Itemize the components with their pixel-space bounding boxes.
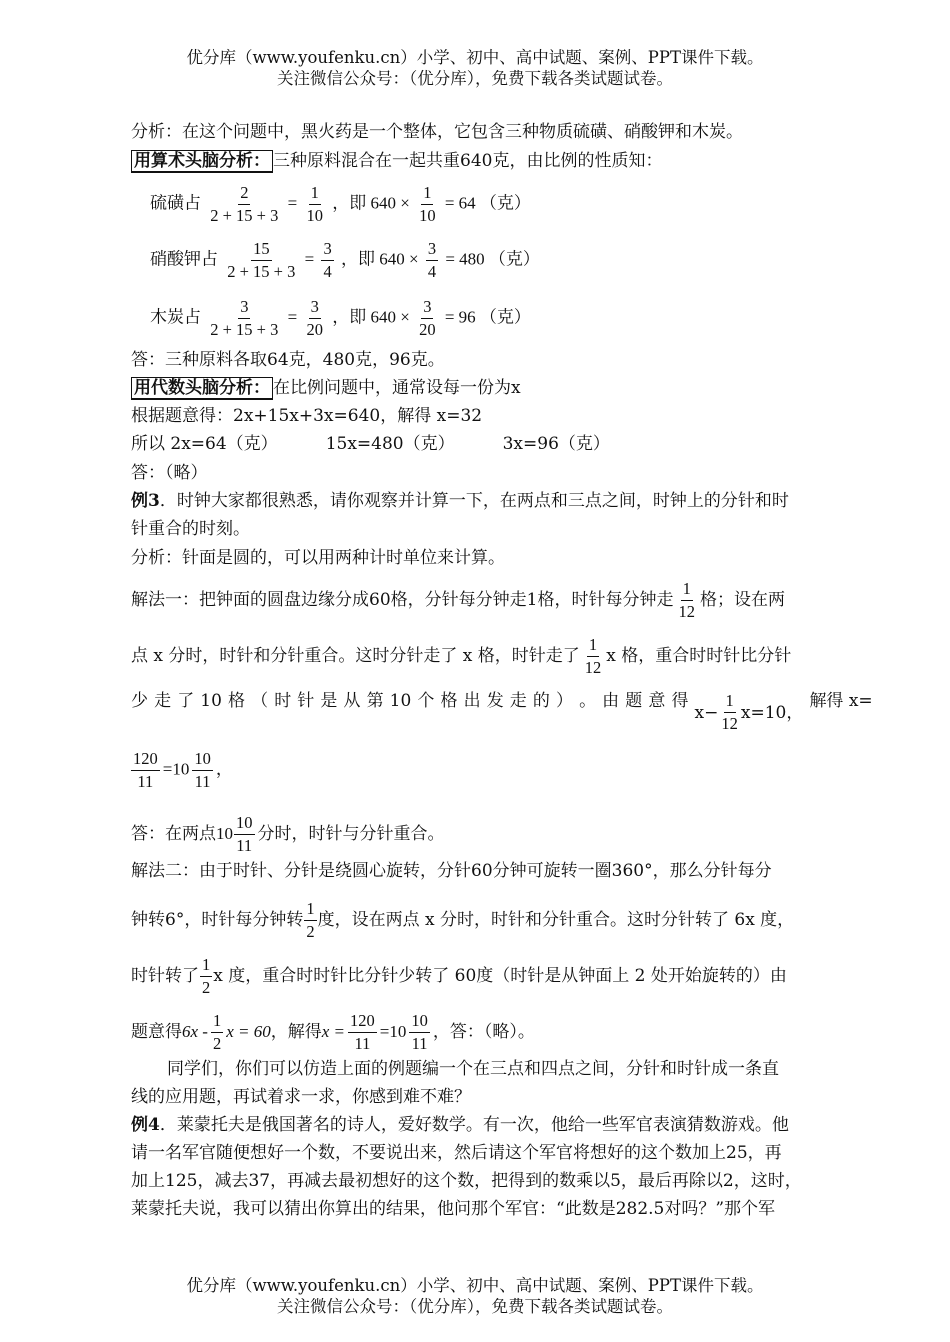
frac-num: 120: [348, 1010, 377, 1033]
solution-1-answer: [131, 812, 445, 857]
char: 个: [417, 691, 435, 711]
solution-2-line-3: [131, 954, 787, 999]
answer-1: 答：三种原料各取64克，480克，96克。: [131, 350, 445, 370]
exercise-paragraph-line-2: 线的应用题，再试着求一求，你感到难不难？: [131, 1087, 471, 1107]
sol1-text-b: x 格，重合时时针比分针: [606, 646, 792, 666]
ratio-product: ，即 640 ×: [332, 307, 410, 327]
frac-den: 2: [306, 922, 315, 941]
frac-num: 10: [234, 812, 255, 835]
sol1-text-b: 格；设在两: [699, 590, 785, 610]
fraction-one-twelfth: [719, 690, 740, 735]
sol2-eq-left: 6x -: [182, 1022, 208, 1041]
char: 针: [297, 691, 315, 711]
example-4-label: 例4: [131, 1115, 160, 1135]
char: 题: [625, 691, 643, 711]
char: 10: [200, 691, 222, 711]
frac-den: 2: [212, 1034, 222, 1053]
char: 出: [463, 691, 481, 711]
eq-sign: =: [287, 307, 298, 327]
ratio-row-nitre: [150, 238, 540, 283]
char: x−: [694, 702, 719, 723]
frac-num: 10: [409, 1010, 430, 1033]
ratio-row-name: 硝酸钾占: [150, 249, 218, 269]
fraction-half: [200, 954, 212, 999]
frac-den: 11: [194, 772, 211, 791]
example-4-text: ．莱蒙托夫是俄国著名的诗人，爱好数学。有一次，他给一些军官表演猜数游戏。他: [159, 1115, 789, 1135]
example-4-line-1: [131, 1114, 789, 1136]
example-4-line-2: 请一名军官随便想好一个数，不要说出来，然后请这个军官将想好的这个数加上25，再: [131, 1143, 782, 1163]
frac-den: 11: [137, 772, 154, 791]
sol2-x: x =: [321, 1022, 346, 1041]
frac-num: 1: [681, 578, 693, 601]
frac-num: 3: [321, 238, 333, 261]
alg-result-a: 所以 2x=64（克）: [131, 434, 278, 454]
char: 10: [389, 691, 412, 711]
frac-den: 4: [427, 262, 437, 281]
solution-2-line-2: [131, 898, 794, 943]
fraction-120-11: [131, 748, 160, 793]
char: 格: [440, 691, 458, 711]
char: 。: [579, 691, 597, 711]
ratio-result: = 96: [444, 307, 476, 327]
char: 时: [274, 691, 292, 711]
eq-ten: =10: [162, 759, 190, 779]
solution-1-line-4: [131, 748, 233, 793]
alg-result-c: 3x=96（克）: [502, 434, 610, 454]
char: 的: [532, 691, 550, 711]
char: 意: [648, 691, 666, 711]
frac-num: 120: [131, 748, 160, 771]
exercise-paragraph-line-1: 同学们，你们可以仿造上面的例题编一个在三点和四点之间，分针和时针成一条直: [167, 1059, 779, 1079]
solution-1-line-1: [131, 578, 785, 623]
alg-analysis-line: [131, 377, 521, 399]
answer-text-b: 分时，时针与分针重合。: [257, 824, 445, 844]
frac-num: 15: [251, 238, 272, 261]
ratio-unit: （克）: [479, 307, 531, 327]
ratio-row-sulfur: [150, 182, 531, 227]
example-3-line-1: [131, 490, 789, 512]
frac-den: 2 + 15 + 3: [227, 262, 296, 281]
fraction-half: [304, 898, 316, 943]
analysis-line: 分析：在这个问题中，黑火药是一个整体，它包含三种物质硫磺、硝酸钾和木炭。: [131, 122, 743, 142]
factor-fraction: [417, 182, 438, 227]
frac-den: 2 + 15 + 3: [210, 320, 279, 339]
char: （: [251, 691, 269, 711]
char: 走: [509, 691, 527, 711]
mixed-fraction: [409, 1010, 430, 1055]
ratio-product: ，即 640 ×: [340, 249, 419, 269]
fraction-one-twelfth: [583, 634, 604, 679]
frac-num: 1: [309, 182, 321, 205]
solution-2-line-1: 解法二：由于时针、分针是绕圆心旋转，分针60分钟可旋转一圈360°，那么分针每分: [131, 861, 772, 881]
frac-num: 10: [192, 748, 213, 771]
arith-analysis-line: [131, 150, 662, 172]
frac-num: 1: [421, 182, 433, 205]
ratio-fraction: [208, 296, 280, 341]
example-3-line-2: 针重合的时刻。: [131, 519, 250, 539]
arith-label: 用算术头脑分析：: [131, 150, 273, 173]
eq-sign: =: [287, 193, 298, 213]
frac-den: 20: [419, 320, 436, 339]
char: 发: [486, 691, 504, 711]
page-header: [0, 47, 950, 89]
ratio-unit: （克）: [488, 249, 540, 269]
footer-line-2: 关注微信公众号：（优分库），免费下载各类试题试卷。: [277, 1297, 673, 1316]
frac-den: 11: [236, 836, 253, 855]
sol2-text-b: ，解得: [270, 1022, 322, 1042]
sol2-text-a: 钟转6°，时针每分钟转: [131, 910, 304, 930]
sol1-eq-tail: x=10，: [740, 702, 804, 723]
sol1-text-a: 点 x 分时，时针和分针重合。这时分针走了 x 格，时针走了: [131, 646, 580, 666]
frac-den: 2 + 15 + 3: [210, 206, 279, 225]
ratio-result: = 64: [444, 193, 476, 213]
factor-fraction: [417, 296, 438, 341]
fraction-120-11: [348, 1010, 377, 1055]
answer-whole: 10: [216, 824, 233, 843]
alg-label: 用代数头脑分析：: [131, 377, 273, 400]
sol1-equation: [695, 690, 804, 735]
char: 是: [320, 691, 338, 711]
frac-den: 10: [419, 206, 436, 225]
frac-num: 3: [238, 296, 250, 319]
sol1-text-a: 解法一：把钟面的圆盘边缘分成60格，分针每分钟走1格，时针每分钟走: [131, 590, 674, 610]
frac-num: 1: [211, 1010, 223, 1033]
alg-result-b: 15x=480（克）: [325, 434, 455, 454]
sol2-eq-right: x = 60: [226, 1022, 271, 1041]
page-footer: [0, 1275, 950, 1317]
char: 格: [228, 691, 246, 711]
char: 得: [671, 691, 689, 711]
ratio-row-charcoal: [150, 296, 531, 341]
frac-num: 2: [238, 182, 250, 205]
frac-num: 1: [587, 634, 599, 657]
char: 从: [343, 691, 361, 711]
sol2-text-b: x 度，重合时时针比分针少转了 60度（时针是从钟面上 2 处开始旋转的）由: [213, 966, 787, 986]
frac-num: 1: [724, 690, 736, 713]
fraction-half: [211, 1010, 223, 1055]
frac-den: 12: [584, 658, 602, 677]
solution-1-line-3: [131, 690, 873, 735]
result-fraction: [304, 296, 325, 341]
result-fraction: [304, 182, 325, 227]
frac-den: 11: [411, 1034, 428, 1053]
footer-line-1: 优分库（www.youfenku.cn）小学、初中、高中试题、案例、PPT课件下载。: [186, 1276, 764, 1295]
char: 少: [131, 691, 148, 711]
sol2-text-c: ，答：（略）。: [432, 1022, 535, 1042]
eq-sign: =: [304, 249, 315, 269]
alg-line-2: 根据题意得：2x+15x+3x=640，解得 x=32: [131, 406, 483, 426]
ratio-row-name: 硫磺占: [150, 193, 201, 213]
alg-text: 在比例问题中，通常设每一份为x: [273, 378, 521, 398]
fraction-one-twelfth: [676, 578, 697, 623]
header-line-2: 关注微信公众号：（优分库），免费下载各类试题试卷。: [277, 69, 673, 88]
answer-2: 答：（略）: [131, 463, 208, 483]
ratio-fraction: [208, 182, 280, 227]
frac-den: 2: [202, 978, 211, 997]
char: 由: [602, 691, 620, 711]
example-3-text: ．时钟大家都很熟悉，请你观察并计算一下，在两点和三点之间，时钟上的分针和时: [159, 491, 789, 511]
frac-num: 1: [304, 898, 316, 921]
sol2-text-a: 时针转了: [131, 966, 199, 986]
example-3-label: 例3: [131, 491, 160, 511]
ratio-unit: （克）: [479, 193, 531, 213]
frac-den: 12: [678, 602, 695, 621]
example-3-analysis: 分析：针面是圆的，可以用两种计时单位来计算。: [131, 548, 505, 568]
sol2-text-b: 度，设在两点 x 分时，时针和分针重合。这时分针转了 6x 度，: [317, 910, 795, 930]
result-fraction: [321, 238, 333, 283]
frac-den: 12: [721, 714, 738, 733]
solution-1-line-2: [131, 634, 791, 679]
arith-text: 三种原料混合在一起共重640克，由比例的性质知：: [273, 151, 663, 171]
factor-fraction: [426, 238, 438, 283]
char: 走: [154, 691, 172, 711]
mixed-fraction: [192, 748, 213, 793]
frac-num: 1: [200, 954, 212, 977]
frac-num: 3: [421, 296, 433, 319]
ratio-row-name: 木炭占: [150, 307, 201, 327]
header-line-1: 优分库（www.youfenku.cn）小学、初中、高中试题、案例、PPT课件下载。: [186, 48, 764, 67]
eq-ten: =10: [379, 1022, 407, 1041]
frac-num: 3: [426, 238, 438, 261]
ratio-result: = 480: [445, 249, 485, 269]
char: 第: [366, 691, 384, 711]
example-4-line-4: 莱蒙托夫说，我可以猜出你算出的结果，他问那个军官：“此数是282.5对吗？”那个军: [131, 1199, 776, 1219]
frac-den: 20: [306, 320, 323, 339]
frac-den: 11: [354, 1034, 371, 1053]
char: ）: [555, 691, 573, 711]
answer-text-a: 答：在两点: [131, 824, 216, 844]
frac-num: 3: [309, 296, 321, 319]
ratio-product: ，即 640 ×: [332, 193, 410, 213]
comma: ，: [215, 759, 233, 779]
char: 了: [177, 691, 195, 711]
alg-line-3: [131, 433, 610, 455]
solution-2-line-4: [131, 1010, 535, 1055]
sol1-solve: 解得 x=: [809, 691, 873, 711]
example-4-line-3: 加上125，减去37，再减去最初想好的这个数，把得到的数乘以5，最后再除以2，这时，: [131, 1171, 802, 1191]
ratio-fraction: [225, 238, 297, 283]
frac-den: 4: [323, 262, 332, 281]
sol2-text-a: 题意得: [131, 1022, 182, 1042]
mixed-fraction: [234, 812, 255, 857]
frac-den: 10: [306, 206, 323, 225]
